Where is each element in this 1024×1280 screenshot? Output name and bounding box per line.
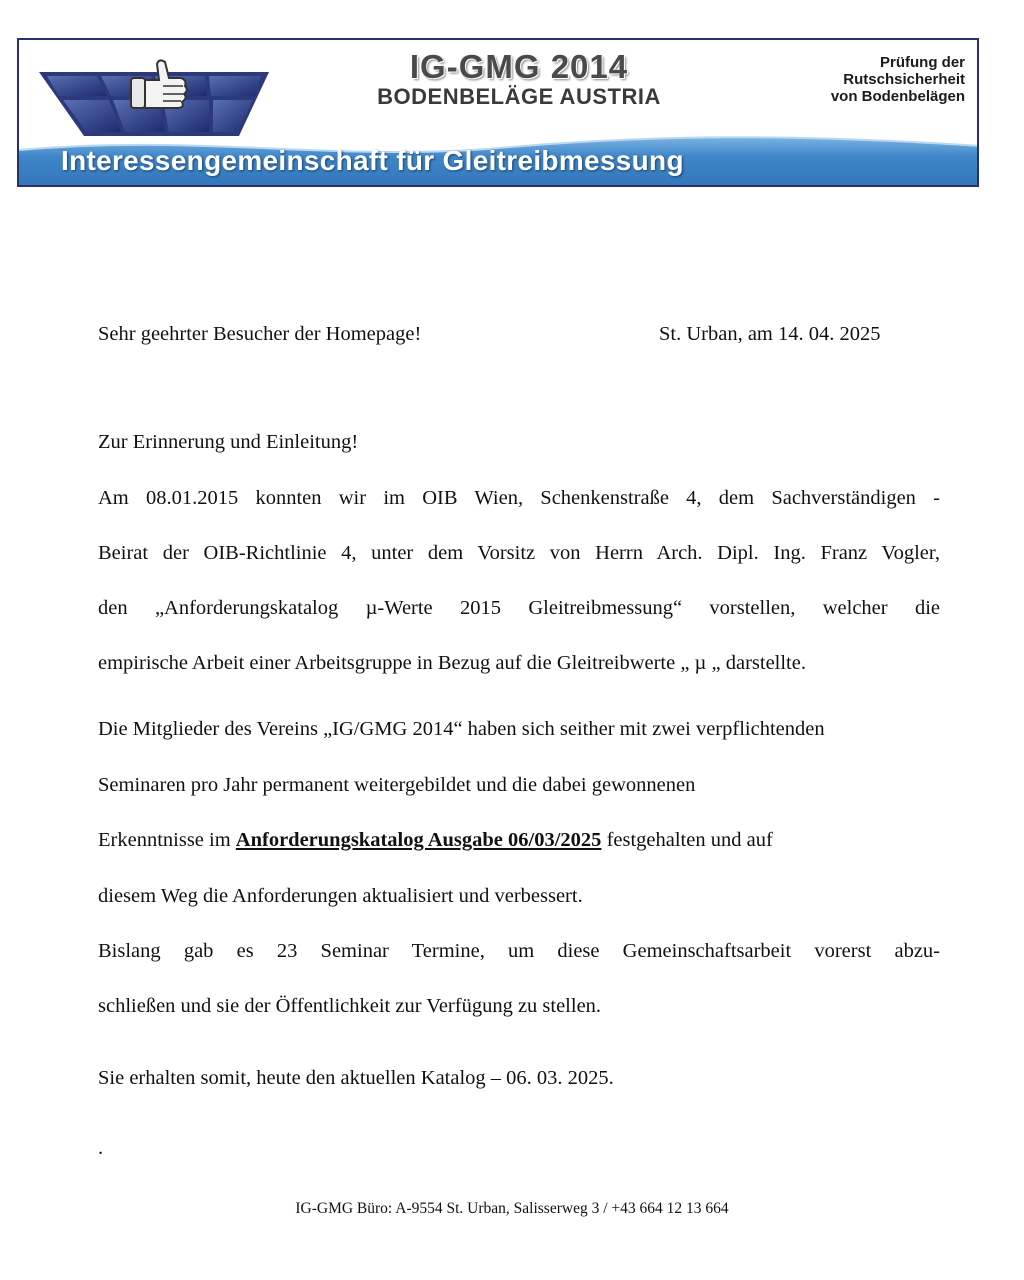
paragraph1-line4: empirische Arbeit einer Arbeitsgruppe in Bezug auf die Gleitreibwerte „ µ „ darstellte.	[98, 652, 806, 674]
footer-address: IG-GMG Büro: A-9554 St. Urban, Salisserweg 3 / +43 664 12 13 664	[295, 1200, 729, 1217]
paragraph3-line2: schließen und sie der Öffentlichkeit zur Verfügung zu stellen.	[98, 995, 602, 1017]
paragraph1-line2: Beirat der OIB-Richtlinie 4, unter dem Vorsitz von Herrn Arch. Dipl. Ing. Franz Vogler,	[98, 542, 940, 564]
letter-date: St. Urban, am 14. 04. 2025	[659, 323, 881, 345]
banner-tagline: Interessengemeinschaft für Gleitreibmessung	[61, 145, 684, 176]
paragraph1-line1: Am 08.01.2015 konnten wir im OIB Wien, Schenkenstraße 4, dem Sachverständigen -	[98, 487, 940, 509]
paragraph2-line2: Seminaren pro Jahr permanent weitergebildet und die dabei gewonnenen	[98, 774, 696, 796]
banner-title	[299, 50, 739, 110]
banner-subtitle	[770, 54, 965, 105]
paragraph2-line3	[98, 828, 940, 852]
header-banner	[17, 38, 979, 187]
banner-title-line2: BODENBELÄGE AUSTRIA	[377, 84, 661, 109]
paragraph1-line3: den „Anforderungskatalog µ-Werte 2015 Gleitreibmessung“ vorstellen, welcher die	[98, 597, 940, 619]
paragraph2-line3-end: festgehalten und auf	[601, 829, 773, 851]
paragraph4: Sie erhalten somit, heute den aktuellen Katalog – 06. 03. 2025.	[98, 1067, 614, 1089]
trailing-dot: .	[98, 1137, 104, 1159]
paragraph2-line4: diesem Weg die Anforderungen aktualisiert und verbessert.	[98, 885, 583, 907]
banner-right-line1: Prüfung der	[880, 54, 965, 71]
catalog-link[interactable]: Anforderungskatalog Ausgabe 06/03/2025	[235, 829, 602, 851]
paragraph2-line1: Die Mitglieder des Vereins „IG/GMG 2014“ haben sich seither mit zwei verpflichtenden	[98, 718, 825, 740]
banner-title-line1: IG-GMG 2014	[409, 48, 629, 85]
intro-line: Zur Erinnerung und Einleitung!	[98, 431, 359, 453]
paragraph3-line1: Bislang gab es 23 Seminar Termine, um diese Gemeinschaftsarbeit vorerst abzu-	[98, 940, 940, 962]
paragraph2-line3-start: Erkenntnisse im	[98, 829, 236, 851]
banner-right-line3: von Bodenbelägen	[830, 88, 965, 105]
salutation: Sehr geehrter Besucher der Homepage!	[98, 323, 422, 345]
banner-right-line2: Rutschsicherheit	[843, 71, 965, 88]
